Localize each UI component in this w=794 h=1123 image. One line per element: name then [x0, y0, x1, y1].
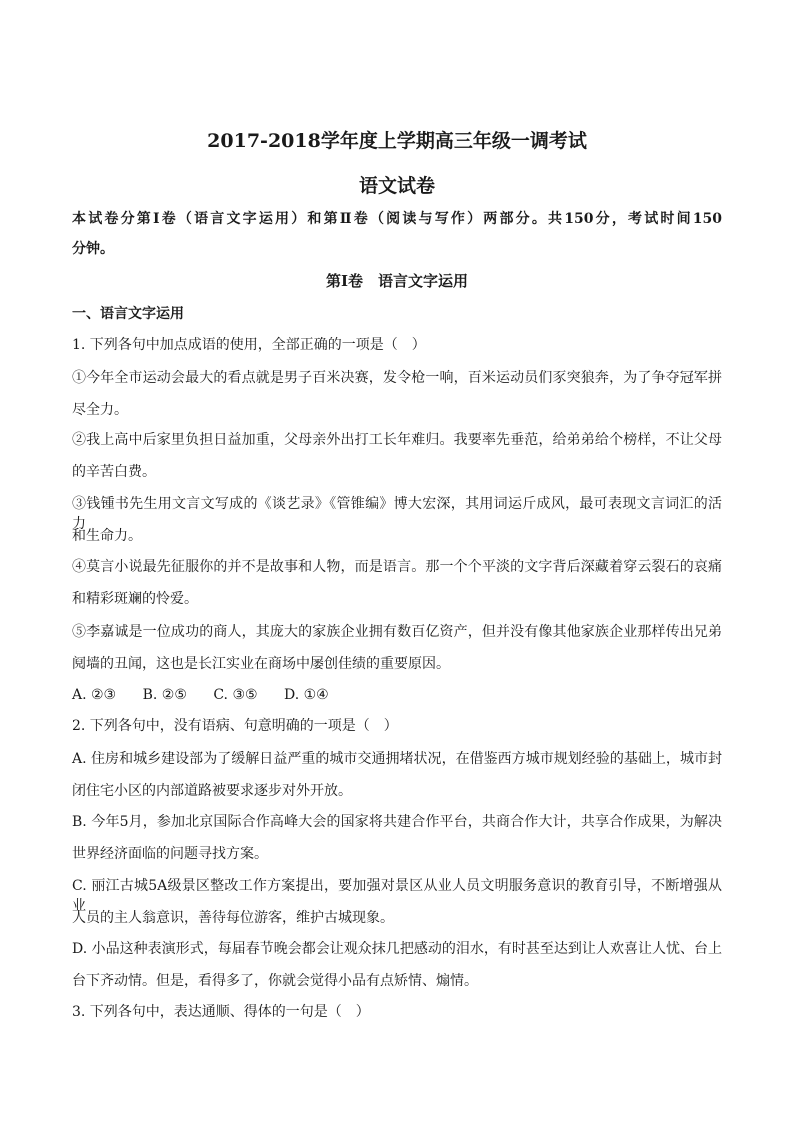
q1-option-c[interactable]: C. ③⑤: [213, 687, 258, 703]
q1-sentence-3b: 和生命力。: [72, 528, 142, 544]
q1-option-d[interactable]: D. ①④: [284, 687, 329, 703]
q1-sentence-4b: 和精彩斑斓的怜爱。: [72, 591, 198, 607]
intro-line-1: 本试卷分第Ⅰ卷（语言文字运用）和第Ⅱ卷（阅读与写作）两部分。共150分，考试时间150: [72, 211, 722, 227]
q1-options: [72, 685, 329, 705]
exam-subtitle: 语文试卷: [358, 175, 435, 197]
q1-stem: 1. 下列各句中加点成语的使用，全部正确的一项是（ ）: [72, 337, 426, 353]
q2-option-a-line-1: A. 住房和城乡建设部为了缓解日益严重的城市交通拥堵状况，在借鉴西方城市规划经验的基础上，城市封: [72, 751, 722, 767]
q2-option-d-line-1: D. 小品这种表演形式，每届春节晚会都会让观众抹几把感动的泪水，有时甚至达到让人欢喜让人忧、台上: [72, 941, 722, 957]
q1-option-b[interactable]: B. ②⑤: [142, 687, 187, 703]
q1-sentence-4a: ④莫言小说最先征服你的并不是故事和人物，而是语言。那一个个平淡的文字背后深藏着穿云裂石的哀痛: [72, 559, 722, 575]
q2-option-a-line-2: 闭住宅小区的内部道路被要求逐步对外开放。: [72, 783, 352, 799]
q1-sentence-1b: 尽全力。: [72, 402, 128, 418]
q1-sentence-2a: ②我上高中后家里负担日益加重，父母亲外出打工长年难归。我要率先垂范，给弟弟给个榜样，不让父母: [72, 432, 722, 448]
intro-line-2: 分钟。: [72, 241, 114, 257]
q2-option-c-line-2: 人员的主人翁意识，善待每位游客，维护古城现象。: [72, 910, 394, 926]
q1-option-a[interactable]: A. ②③: [72, 687, 117, 703]
q1-sentence-5a: ⑤李嘉诚是一位成功的商人，其庞大的家族企业拥有数百亿资产，但并没有像其他家族企业那样传出兄弟: [72, 624, 722, 640]
exam-title: 2017-2018学年度上学期高三年级一调考试: [207, 130, 587, 152]
q3-stem: 3. 下列各句中，表达通顺、得体的一句是（ ）: [72, 1004, 370, 1020]
q2-option-d-line-2: 台下齐动情。但是，看得多了，你就会觉得小品有点矫情、煽情。: [72, 973, 478, 989]
section-title: 第Ⅰ卷 语言文字运用: [325, 272, 469, 290]
q1-sentence-1a: ①今年全市运动会最大的看点就是男子百米决赛，发令枪一响，百米运动员们豕突狼奔，为了争夺冠军拼: [72, 370, 722, 386]
q2-option-b-line-2: 世界经济面临的问题寻找方案。: [72, 846, 268, 862]
q1-sentence-3a: ③钱锺书先生用文言文写成的《谈艺录》《管锥编》博大宏深，其用词运斤成风，最可表现文言词汇的活力: [72, 496, 722, 532]
part-heading: 一、语言文字运用: [72, 306, 184, 322]
q1-sentence-2b: 的辛苦白费。: [72, 464, 156, 480]
q2-option-b-line-1: B. 今年5月，参加北京国际合作高峰大会的国家将共建合作平台，共商合作大计，共享合作成果，为解决: [72, 814, 722, 830]
q2-stem: 2. 下列各句中，没有语病、句意明确的一项是（ ）: [72, 718, 398, 734]
q1-sentence-5b: 阋墙的丑闻，这也是长江实业在商场中屡创佳绩的重要原因。: [72, 656, 450, 672]
q2-option-c-line-1: C. 丽江古城5A级景区整改工作方案提出，要加强对景区从业人员文明服务意识的教育引导，不断增强从业: [72, 878, 722, 914]
